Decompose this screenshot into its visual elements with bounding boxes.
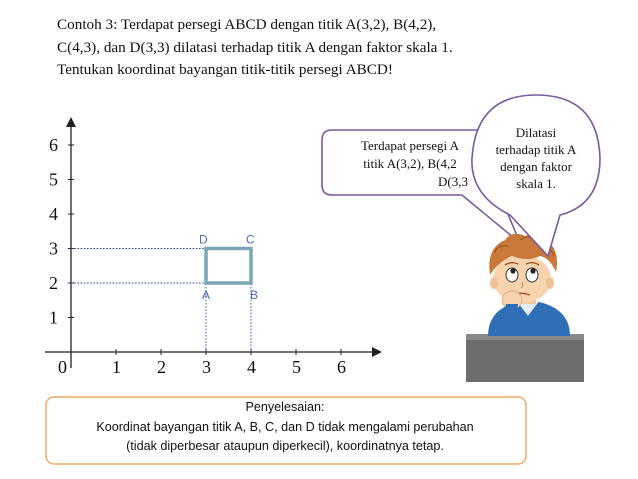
x-axis-arrow — [372, 347, 382, 357]
x-tick-label: 2 — [157, 357, 166, 377]
oval-bubble-line-1: Dilatasi — [515, 125, 557, 140]
x-tick-label: 4 — [247, 357, 256, 377]
point-label-group — [199, 233, 258, 303]
problem-line-2: C(4,3), dan D(3,3) dilatasi terhadap titik A dengan faktor skala 1. — [57, 38, 453, 56]
rect-bubble-line-1: Terdapat persegi A — [361, 138, 459, 153]
solution-line-1: Koordinat bayangan titik A, B, C, dan D tidak mengalami perubahan — [96, 419, 474, 434]
face — [493, 255, 551, 303]
oval-bubble-line-2: terhadap titik A — [495, 142, 577, 157]
y-tick-label: 1 — [49, 307, 58, 328]
y-axis-arrow — [66, 117, 76, 127]
x-tick-label: 6 — [337, 357, 346, 377]
point-label-b: B — [250, 288, 259, 302]
point-label-d: D — [199, 232, 208, 247]
x-tick-group — [58, 349, 346, 377]
x-tick-label: 1 — [112, 357, 121, 377]
y-tick-label: 6 — [49, 135, 58, 155]
x-tick-label: 3 — [202, 357, 211, 377]
solution-line-2: (tidak diperbesar ataupun diperkecil), koordinatnya tetap. — [126, 439, 444, 453]
speech-bubble-oval-text — [478, 124, 594, 192]
solution-text — [46, 398, 524, 457]
desk — [466, 334, 584, 382]
rect-bubble-line-3: D(3,3 — [438, 174, 468, 189]
problem-line-1: Contoh 3: Terdapat persegi ABCD dengan titik A(3,2), B(4,2), — [57, 16, 437, 33]
y-tick-label: 4 — [49, 204, 58, 224]
solution-title: Penyelesaian: — [245, 400, 325, 414]
x-tick-label: 5 — [292, 357, 301, 377]
square-abcd — [206, 249, 251, 284]
oval-bubble-line-4: skala 1. — [516, 176, 556, 191]
y-tick-label: 2 — [49, 273, 58, 293]
point-label-c: C — [246, 232, 255, 247]
x-tick-label: 0 — [58, 357, 67, 377]
speech-bubble-rect-text — [330, 137, 490, 191]
student-illustration — [466, 234, 584, 382]
problem-line-3: Tentukan koordinat bayangan titik-titik persegi ABCD! — [57, 61, 393, 78]
guide-lines — [71, 249, 251, 353]
point-label-a: A — [202, 288, 211, 302]
y-tick-group — [49, 135, 74, 328]
y-tick-label: 3 — [49, 238, 58, 259]
rect-bubble-line-2: titik A(3,2), B(4,2 — [363, 156, 457, 171]
y-tick-label: 5 — [49, 169, 58, 190]
oval-bubble-line-3: dengan faktor — [500, 159, 572, 174]
